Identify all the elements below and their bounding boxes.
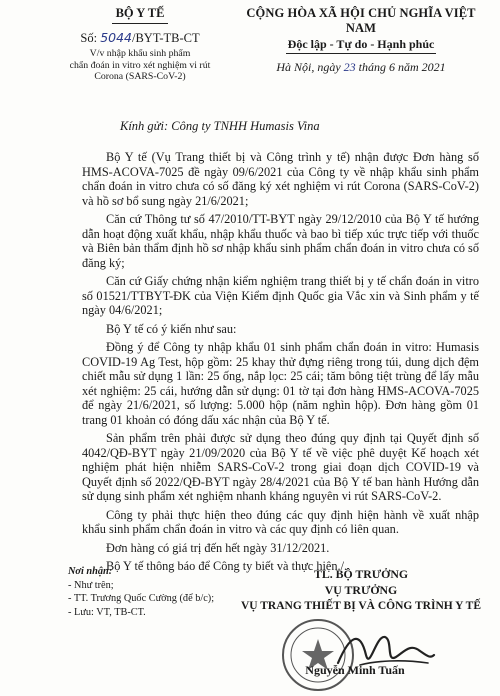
body-paragraph: Công ty phải thực hiện theo đúng các quy định hiện hành về xuất nhập khẩu sinh phẩm chẩn đoán in vitro và các quy định có liên quan. — [82, 507, 479, 536]
ministry-underline — [112, 23, 168, 24]
letter-footer — [0, 565, 500, 696]
subject-line: V/v nhập khẩu sinh phẩm — [89, 48, 191, 59]
date-day-handwritten: 23 — [343, 60, 356, 74]
recipient-item: - Như trên; — [68, 579, 114, 591]
country-name: CỘNG HÒA XÃ HỘI CHỦ NGHĨA VIỆT NAM — [246, 6, 476, 35]
signature-title-block — [230, 566, 492, 614]
body-paragraph: Bộ Y tế thông báo để Công ty biết và thực hiện./. — [106, 559, 348, 573]
recipients-list — [68, 565, 214, 619]
letter-body — [82, 150, 479, 578]
recipient-item: - Lưu: VT, TB-CT. — [68, 606, 146, 618]
document-number-suffix: /BYT-TB-CT — [132, 31, 200, 45]
national-motto: Độc lập - Tự do - Hạnh phúc — [287, 37, 435, 51]
body-paragraph: Bộ Y tế (Vụ Trang thiết bị và Công trình y tế) nhận được Đơn hàng số HMS-ACOVA-7025 đề ngày 09/6/2021 của Công ty về nhập khẩu sinh phẩm chẩn đoán in vitro chưa có số đăng ký xét nghiệm vi rút Corona (SARS-CoV-2) và hồ sơ bổ sung ngày 21/6/2021; — [82, 150, 479, 208]
recipients-label: Nơi nhận: — [68, 566, 113, 577]
body-paragraph: Sản phẩm trên phải được sử dụng theo đúng quy định tại Quyết định số 4042/QĐ-BYT ngày 21/09/2020 của Bộ Y tế về việc phê duyệt Kế hoạch xét nghiệm phát hiện nhiễm SARS-CoV-2 trong giai đoạn dịch COVID-19 và Quyết định số 2022/QĐ-BYT ngày 28/4/2021 của Bộ Y tế ban hành Hướng dẫn sử dụng sinh phẩm xét nghiệm nhanh kháng nguyên vi rút SARS-CoV-2. — [82, 431, 479, 503]
dateline — [230, 60, 492, 75]
addressee: Kính gửi: Công ty TNHH Humasis Vina — [120, 119, 320, 133]
ministry-name: BỘ Y TẾ — [115, 6, 165, 20]
subject-line: Corona (SARS-CoV-2) — [94, 71, 186, 82]
body-paragraph: Bộ Y tế có ý kiến như sau: — [106, 321, 237, 336]
signature-line-1: TL. BỘ TRƯỞNG — [313, 567, 409, 581]
date-suffix: tháng 6 năm 2021 — [355, 60, 446, 74]
recipient-item: - TT. Trương Quốc Cường (để b/c); — [68, 593, 215, 604]
signature-line-2: VỤ TRƯỞNG — [324, 583, 398, 597]
body-paragraph: Căn cứ Giấy chứng nhận kiểm nghiệm trang thiết bị y tế chẩn đoán in vitro số 01521/TTBYT-ĐK của Viện Kiểm định Quốc gia Vắc xin và Sinh phẩm y tế ngày 04/6/2021; — [82, 274, 479, 317]
document-number-prefix: Số: — [80, 31, 98, 45]
signer-name: Nguyễn Minh Tuấn — [305, 663, 405, 677]
document-number-handwritten: 5044 — [100, 30, 132, 45]
date-prefix: Hà Nội, ngày — [276, 60, 344, 74]
body-paragraph: Đồng ý để Công ty nhập khẩu 01 sinh phẩm chẩn đoán in vitro: Humasis COVID-19 Ag Test, hộp gồm: 25 khay thử đựng riêng trong túi, dung dịch đệm chiết mẫu sử dụng 1 lần: 25 ống, nắp lọc: 25 cái; tăm bông tiệt trùng để lấy mẫu xét nghiệm: 25 cái, hướng dẫn sử dụng: 01 tờ tại đơn hàng HMS-ACOVA-7025 để ngày 21/6/2021, số lượng: 5.000 hộp (năm nghìn hộp). Đơn hàng gồm 01 trang 01 khoản có đóng dấu xác nhận của Bộ Y tế. — [82, 340, 479, 427]
motto-underline — [286, 53, 436, 54]
document-subject — [60, 48, 220, 83]
issuer-header — [60, 6, 220, 83]
national-header — [230, 6, 492, 75]
subject-line: chẩn đoán in vitro xét nghiệm vi rút — [69, 59, 211, 71]
body-paragraph: Căn cứ Thông tư số 47/2010/TT-BYT ngày 29/12/2010 của Bộ Y tế hướng dẫn hoạt động xuất khẩu, nhập khẩu thuốc và bao bì tiếp xúc trực tiếp với thuốc và Biên bản thẩm định hồ sơ nhập khẩu sinh phẩm chẩn đoán in vitro chưa có số đăng ký; — [82, 212, 479, 270]
document-number — [60, 30, 220, 46]
body-paragraph: Đơn hàng có giá trị đến hết ngày 31/12/2021. — [106, 540, 330, 555]
signature-line-3: VỤ TRANG THIẾT BỊ VÀ CÔNG TRÌNH Y TẾ — [240, 600, 482, 612]
